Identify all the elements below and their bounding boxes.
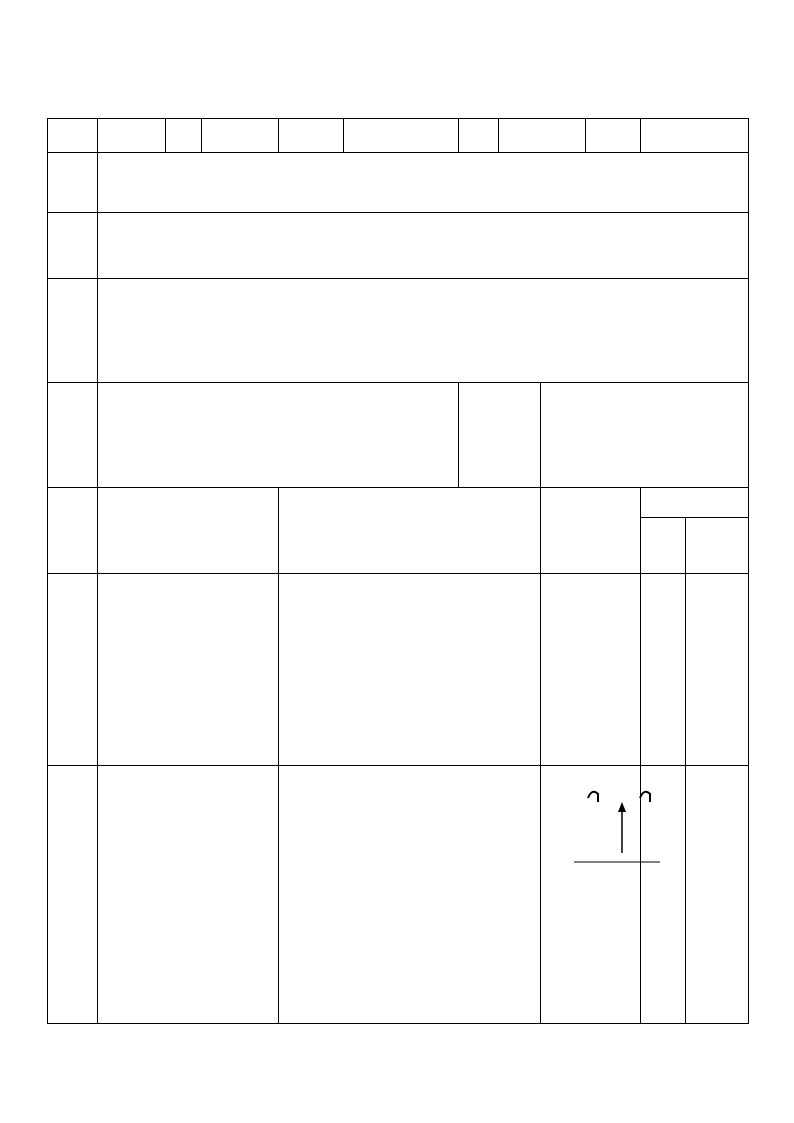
turn-arrow-left-icon bbox=[588, 792, 598, 802]
col-method-header bbox=[279, 488, 541, 574]
grade-value bbox=[344, 119, 459, 153]
structure-label bbox=[48, 488, 98, 574]
objectives-list bbox=[98, 153, 749, 213]
section1-time bbox=[641, 574, 686, 766]
section1-intensity bbox=[686, 574, 749, 766]
grade-label bbox=[279, 119, 344, 153]
content-label bbox=[48, 213, 98, 279]
objectives-row bbox=[48, 153, 749, 213]
key-points-label bbox=[48, 279, 98, 383]
section1-method bbox=[279, 574, 541, 766]
section2-method bbox=[279, 766, 541, 1024]
lesson-plan-table bbox=[47, 118, 749, 1024]
venue-label bbox=[459, 383, 541, 488]
objectives-label bbox=[48, 153, 98, 213]
col-content-header bbox=[98, 488, 279, 574]
section1-org bbox=[541, 574, 641, 766]
safety-label bbox=[48, 383, 98, 488]
section2-org bbox=[541, 766, 641, 1024]
header-row bbox=[48, 119, 749, 153]
content-row bbox=[48, 213, 749, 279]
key-points-list bbox=[98, 279, 749, 383]
topic-label bbox=[48, 119, 98, 153]
class-value bbox=[499, 119, 586, 153]
section2-label bbox=[48, 766, 98, 1024]
unit-value bbox=[202, 119, 279, 153]
safety-list bbox=[98, 383, 459, 488]
section2-intensities bbox=[686, 766, 749, 1024]
class-label bbox=[459, 119, 499, 153]
key-points-row bbox=[48, 279, 749, 383]
section1-row bbox=[48, 574, 749, 766]
forward-arrowhead-icon bbox=[618, 802, 626, 812]
structure-header-row bbox=[48, 488, 749, 518]
content-list bbox=[98, 213, 749, 279]
col-time-header bbox=[641, 518, 686, 574]
section1-content bbox=[98, 574, 279, 766]
safety-row bbox=[48, 383, 749, 488]
warmup-run-diagram-svg bbox=[544, 768, 680, 948]
turn-arrow-right-icon bbox=[640, 792, 650, 802]
col-load-header bbox=[641, 488, 749, 518]
col-intensity-header bbox=[686, 518, 749, 574]
venue-list bbox=[541, 383, 749, 488]
count-label bbox=[586, 119, 641, 153]
section2-content bbox=[98, 766, 279, 1024]
section1-label bbox=[48, 574, 98, 766]
col-org-header bbox=[541, 488, 641, 574]
count-value bbox=[641, 119, 749, 153]
unit-label bbox=[166, 119, 202, 153]
warmup-run-diagram bbox=[544, 768, 680, 948]
topic-value bbox=[98, 119, 166, 153]
section2-row bbox=[48, 766, 749, 1024]
